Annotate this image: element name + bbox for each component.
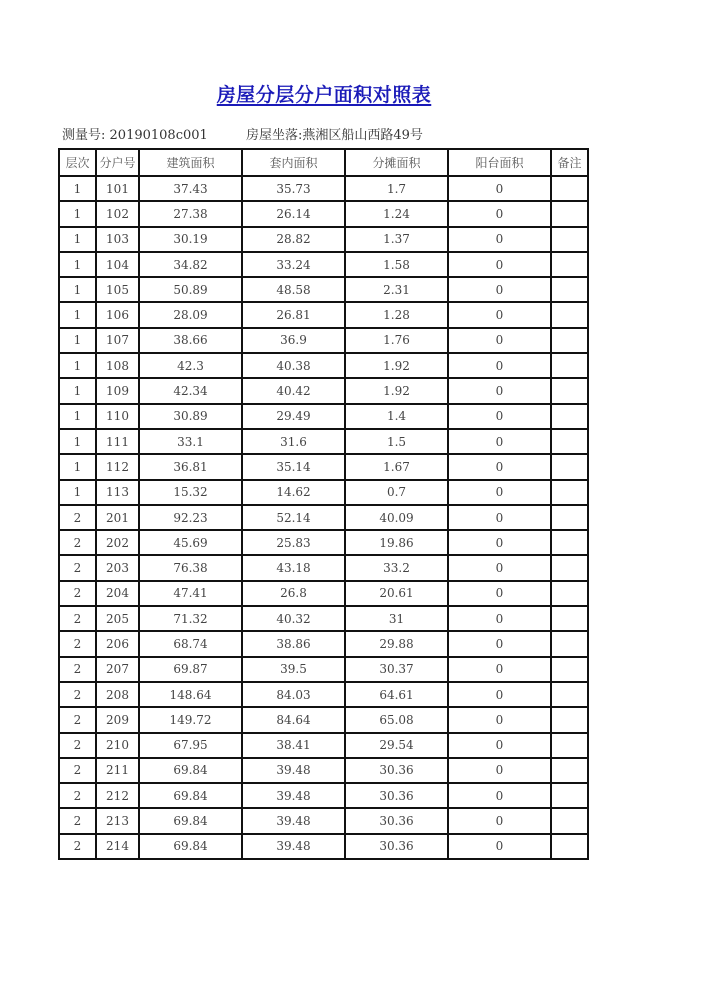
area-comparison-table [58,148,589,860]
cell-notes [551,353,588,378]
cell-notes [551,277,588,302]
cell-building-area: 30.19 [139,227,242,252]
cell-notes [551,404,588,429]
cell-unit-number: 105 [96,277,139,302]
cell-shared-area: 1.92 [345,378,448,403]
header-floor: 层次 [59,149,96,176]
cell-inner-area: 29.49 [242,404,345,429]
cell-inner-area: 26.8 [242,581,345,606]
cell-unit-number: 107 [96,328,139,353]
header-balcony-area: 阳台面积 [448,149,551,176]
cell-building-area: 69.84 [139,808,242,833]
cell-unit-number: 204 [96,581,139,606]
cell-unit-number: 109 [96,378,139,403]
cell-balcony-area: 0 [448,808,551,833]
cell-inner-area: 84.64 [242,707,345,732]
cell-inner-area: 48.58 [242,277,345,302]
cell-shared-area: 30.36 [345,808,448,833]
table-row [59,353,588,378]
cell-inner-area: 39.48 [242,783,345,808]
cell-balcony-area: 0 [448,707,551,732]
cell-unit-number: 209 [96,707,139,732]
cell-balcony-area: 0 [448,328,551,353]
cell-unit-number: 103 [96,227,139,252]
cell-shared-area: 33.2 [345,555,448,580]
cell-floor: 2 [59,758,96,783]
cell-floor: 2 [59,733,96,758]
cell-floor: 2 [59,657,96,682]
table-header-row [59,149,588,176]
cell-floor: 1 [59,480,96,505]
cell-notes [551,530,588,555]
cell-building-area: 36.81 [139,454,242,479]
property-address [246,124,423,143]
cell-balcony-area: 0 [448,783,551,808]
cell-notes [551,758,588,783]
cell-shared-area: 1.92 [345,353,448,378]
table-row [59,454,588,479]
cell-building-area: 15.32 [139,480,242,505]
cell-unit-number: 202 [96,530,139,555]
cell-inner-area: 33.24 [242,252,345,277]
table-row [59,378,588,403]
cell-balcony-area: 0 [448,252,551,277]
cell-building-area: 68.74 [139,631,242,656]
cell-inner-area: 28.82 [242,227,345,252]
cell-floor: 1 [59,176,96,201]
table-row [59,227,588,252]
cell-notes [551,378,588,403]
cell-inner-area: 14.62 [242,480,345,505]
cell-notes [551,429,588,454]
cell-building-area: 47.41 [139,581,242,606]
table-row [59,682,588,707]
cell-balcony-area: 0 [448,480,551,505]
cell-notes [551,252,588,277]
cell-building-area: 69.84 [139,834,242,859]
header-notes: 备注 [551,149,588,176]
cell-balcony-area: 0 [448,758,551,783]
table-row [59,657,588,682]
cell-building-area: 37.43 [139,176,242,201]
cell-shared-area: 1.58 [345,252,448,277]
cell-unit-number: 214 [96,834,139,859]
cell-notes [551,302,588,327]
cell-unit-number: 104 [96,252,139,277]
cell-balcony-area: 0 [448,378,551,403]
cell-shared-area: 2.31 [345,277,448,302]
cell-inner-area: 43.18 [242,555,345,580]
table-row [59,733,588,758]
cell-building-area: 50.89 [139,277,242,302]
cell-shared-area: 30.36 [345,834,448,859]
table-row [59,606,588,631]
cell-notes [551,808,588,833]
cell-floor: 1 [59,328,96,353]
cell-unit-number: 212 [96,783,139,808]
cell-building-area: 30.89 [139,404,242,429]
header-unit-number: 分户号 [96,149,139,176]
cell-floor: 2 [59,530,96,555]
cell-inner-area: 38.41 [242,733,345,758]
cell-inner-area: 39.48 [242,758,345,783]
cell-shared-area: 1.24 [345,201,448,226]
cell-floor: 2 [59,631,96,656]
table-row [59,581,588,606]
cell-notes [551,227,588,252]
cell-floor: 2 [59,783,96,808]
cell-floor: 1 [59,378,96,403]
cell-shared-area: 1.4 [345,404,448,429]
page-title [0,80,648,107]
cell-unit-number: 101 [96,176,139,201]
cell-building-area: 149.72 [139,707,242,732]
cell-unit-number: 211 [96,758,139,783]
cell-balcony-area: 0 [448,555,551,580]
cell-building-area: 42.34 [139,378,242,403]
address-value: 燕湘区船山西路49号 [302,128,423,143]
header-building-area: 建筑面积 [139,149,242,176]
cell-unit-number: 108 [96,353,139,378]
cell-balcony-area: 0 [448,454,551,479]
cell-notes [551,505,588,530]
table-row [59,429,588,454]
cell-notes [551,201,588,226]
table-row [59,631,588,656]
cell-unit-number: 207 [96,657,139,682]
cell-notes [551,454,588,479]
cell-unit-number: 102 [96,201,139,226]
cell-floor: 2 [59,707,96,732]
cell-shared-area: 19.86 [345,530,448,555]
cell-floor: 2 [59,682,96,707]
cell-inner-area: 35.14 [242,454,345,479]
cell-shared-area: 29.54 [345,733,448,758]
cell-building-area: 92.23 [139,505,242,530]
table-row [59,302,588,327]
cell-floor: 2 [59,581,96,606]
cell-balcony-area: 0 [448,505,551,530]
table-row [59,252,588,277]
cell-shared-area: 31 [345,606,448,631]
cell-building-area: 69.84 [139,783,242,808]
cell-notes [551,555,588,580]
survey-number-label: 测量号: [62,128,106,143]
cell-shared-area: 1.76 [345,328,448,353]
cell-shared-area: 30.36 [345,758,448,783]
cell-shared-area: 1.28 [345,302,448,327]
cell-inner-area: 52.14 [242,505,345,530]
cell-shared-area: 1.67 [345,454,448,479]
cell-unit-number: 205 [96,606,139,631]
cell-unit-number: 110 [96,404,139,429]
cell-inner-area: 26.81 [242,302,345,327]
cell-notes [551,631,588,656]
cell-inner-area: 84.03 [242,682,345,707]
table-row [59,783,588,808]
table-body [59,176,588,859]
cell-inner-area: 40.32 [242,606,345,631]
cell-floor: 1 [59,252,96,277]
table-row [59,480,588,505]
cell-balcony-area: 0 [448,353,551,378]
cell-unit-number: 203 [96,555,139,580]
cell-balcony-area: 0 [448,302,551,327]
cell-floor: 2 [59,808,96,833]
cell-notes [551,707,588,732]
cell-inner-area: 25.83 [242,530,345,555]
cell-unit-number: 106 [96,302,139,327]
cell-balcony-area: 0 [448,201,551,226]
cell-building-area: 76.38 [139,555,242,580]
cell-balcony-area: 0 [448,176,551,201]
cell-floor: 1 [59,302,96,327]
cell-balcony-area: 0 [448,227,551,252]
table-row [59,530,588,555]
cell-balcony-area: 0 [448,631,551,656]
cell-shared-area: 64.61 [345,682,448,707]
cell-notes [551,581,588,606]
cell-inner-area: 39.48 [242,834,345,859]
cell-inner-area: 35.73 [242,176,345,201]
cell-unit-number: 210 [96,733,139,758]
address-label: 房屋坐落: [246,128,303,143]
cell-balcony-area: 0 [448,657,551,682]
cell-balcony-area: 0 [448,733,551,758]
cell-notes [551,328,588,353]
table-row [59,808,588,833]
cell-building-area: 28.09 [139,302,242,327]
cell-building-area: 33.1 [139,429,242,454]
cell-balcony-area: 0 [448,581,551,606]
cell-shared-area: 40.09 [345,505,448,530]
cell-floor: 2 [59,834,96,859]
cell-unit-number: 213 [96,808,139,833]
cell-floor: 1 [59,277,96,302]
cell-unit-number: 111 [96,429,139,454]
cell-floor: 1 [59,227,96,252]
cell-shared-area: 1.5 [345,429,448,454]
survey-number [62,124,208,143]
cell-balcony-area: 0 [448,277,551,302]
cell-inner-area: 38.86 [242,631,345,656]
cell-floor: 1 [59,404,96,429]
cell-inner-area: 39.5 [242,657,345,682]
cell-building-area: 148.64 [139,682,242,707]
table-row [59,201,588,226]
cell-building-area: 42.3 [139,353,242,378]
cell-unit-number: 206 [96,631,139,656]
cell-shared-area: 1.7 [345,176,448,201]
cell-balcony-area: 0 [448,404,551,429]
cell-balcony-area: 0 [448,530,551,555]
cell-floor: 1 [59,429,96,454]
cell-building-area: 45.69 [139,530,242,555]
cell-floor: 2 [59,505,96,530]
cell-shared-area: 20.61 [345,581,448,606]
cell-inner-area: 40.38 [242,353,345,378]
cell-shared-area: 65.08 [345,707,448,732]
cell-shared-area: 1.37 [345,227,448,252]
cell-building-area: 67.95 [139,733,242,758]
cell-shared-area: 0.7 [345,480,448,505]
cell-notes [551,176,588,201]
cell-building-area: 34.82 [139,252,242,277]
table-row [59,176,588,201]
cell-notes [551,480,588,505]
cell-shared-area: 30.37 [345,657,448,682]
cell-unit-number: 113 [96,480,139,505]
cell-balcony-area: 0 [448,606,551,631]
table-row [59,834,588,859]
cell-floor: 1 [59,353,96,378]
cell-inner-area: 31.6 [242,429,345,454]
cell-notes [551,657,588,682]
cell-notes [551,733,588,758]
header-shared-area: 分摊面积 [345,149,448,176]
table-row [59,707,588,732]
cell-balcony-area: 0 [448,834,551,859]
header-inner-area: 套内面积 [242,149,345,176]
cell-shared-area: 30.36 [345,783,448,808]
cell-unit-number: 112 [96,454,139,479]
cell-balcony-area: 0 [448,682,551,707]
cell-floor: 1 [59,454,96,479]
cell-building-area: 27.38 [139,201,242,226]
cell-notes [551,682,588,707]
survey-number-value: 20190108c001 [109,128,208,143]
table-row [59,555,588,580]
cell-inner-area: 36.9 [242,328,345,353]
title-text: 房屋分层分户面积对照表 [216,84,432,106]
cell-unit-number: 208 [96,682,139,707]
cell-notes [551,606,588,631]
cell-building-area: 69.84 [139,758,242,783]
table-row [59,404,588,429]
cell-building-area: 38.66 [139,328,242,353]
cell-balcony-area: 0 [448,429,551,454]
table-row [59,277,588,302]
cell-notes [551,783,588,808]
table-row [59,758,588,783]
cell-notes [551,834,588,859]
cell-floor: 2 [59,555,96,580]
cell-inner-area: 39.48 [242,808,345,833]
cell-unit-number: 201 [96,505,139,530]
table-row [59,328,588,353]
cell-shared-area: 29.88 [345,631,448,656]
cell-floor: 2 [59,606,96,631]
cell-building-area: 69.87 [139,657,242,682]
cell-building-area: 71.32 [139,606,242,631]
table-row [59,505,588,530]
cell-inner-area: 40.42 [242,378,345,403]
cell-floor: 1 [59,201,96,226]
cell-inner-area: 26.14 [242,201,345,226]
